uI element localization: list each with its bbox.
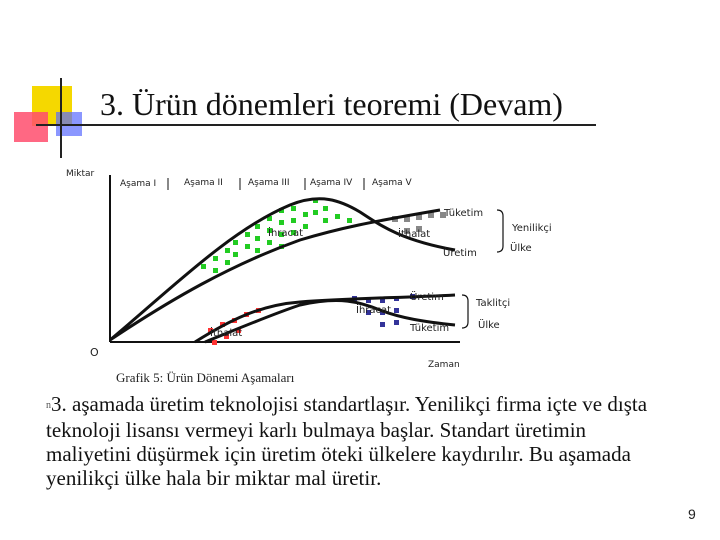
imitator-country-line1: Taklitçi xyxy=(476,298,511,309)
x-axis-label: Zaman xyxy=(428,360,460,370)
imitator-import-label: İthalat xyxy=(210,328,243,339)
bullet-marker: n xyxy=(46,400,51,412)
innovator-export-label: İhracat xyxy=(268,228,304,239)
body-paragraph xyxy=(46,392,656,490)
stage-label: Aşama II xyxy=(184,178,223,188)
y-axis-label: Miktar xyxy=(66,169,95,179)
stage-label: Aşama V xyxy=(372,178,412,188)
stage-label: Aşama III xyxy=(248,178,290,188)
imitator-production-label: Üretim xyxy=(410,292,444,303)
innovator-production-label: Üretim xyxy=(443,248,477,259)
innovator-import-label: İthalat xyxy=(398,229,431,240)
innovator-production-curve xyxy=(110,199,455,340)
origin-label: O xyxy=(90,346,99,359)
imitator-export-label: İhracat xyxy=(356,305,392,316)
stage-label: Aşama IV xyxy=(310,178,353,188)
slide-title: 3. Ürün dönemleri teoremi (Devam) xyxy=(100,86,563,122)
innovator-country-line1: Yenilikçi xyxy=(512,223,552,234)
innovator-country-line2: Ülke xyxy=(510,243,532,254)
imitator-country-line2: Ülke xyxy=(478,320,500,331)
innovator-consumption-label: Tüketim xyxy=(444,208,484,219)
imitator-bracket xyxy=(462,295,468,328)
page-number: 9 xyxy=(688,506,696,522)
innovator-bracket xyxy=(497,210,503,252)
diagram-caption: Grafik 5: Ürün Dönemi Aşamaları xyxy=(116,370,295,385)
imitator-consumption-curve xyxy=(205,301,455,342)
imitator-consumption-label: Tüketim xyxy=(410,323,450,334)
body-text: 3. aşamada üretim teknolojisi standartlaşır. Yenilikçi firma içte ve dışta teknoloji lisansı vermeyi karlı bulmaya başlar. Standart üretimin maliyetini düşürmek için üretim öteki ülkelere kaydırılır. Bu aşamada yenilikçi ülke hala bir miktar mal üretir. xyxy=(46,392,648,491)
stage-label: Aşama I xyxy=(120,179,157,189)
